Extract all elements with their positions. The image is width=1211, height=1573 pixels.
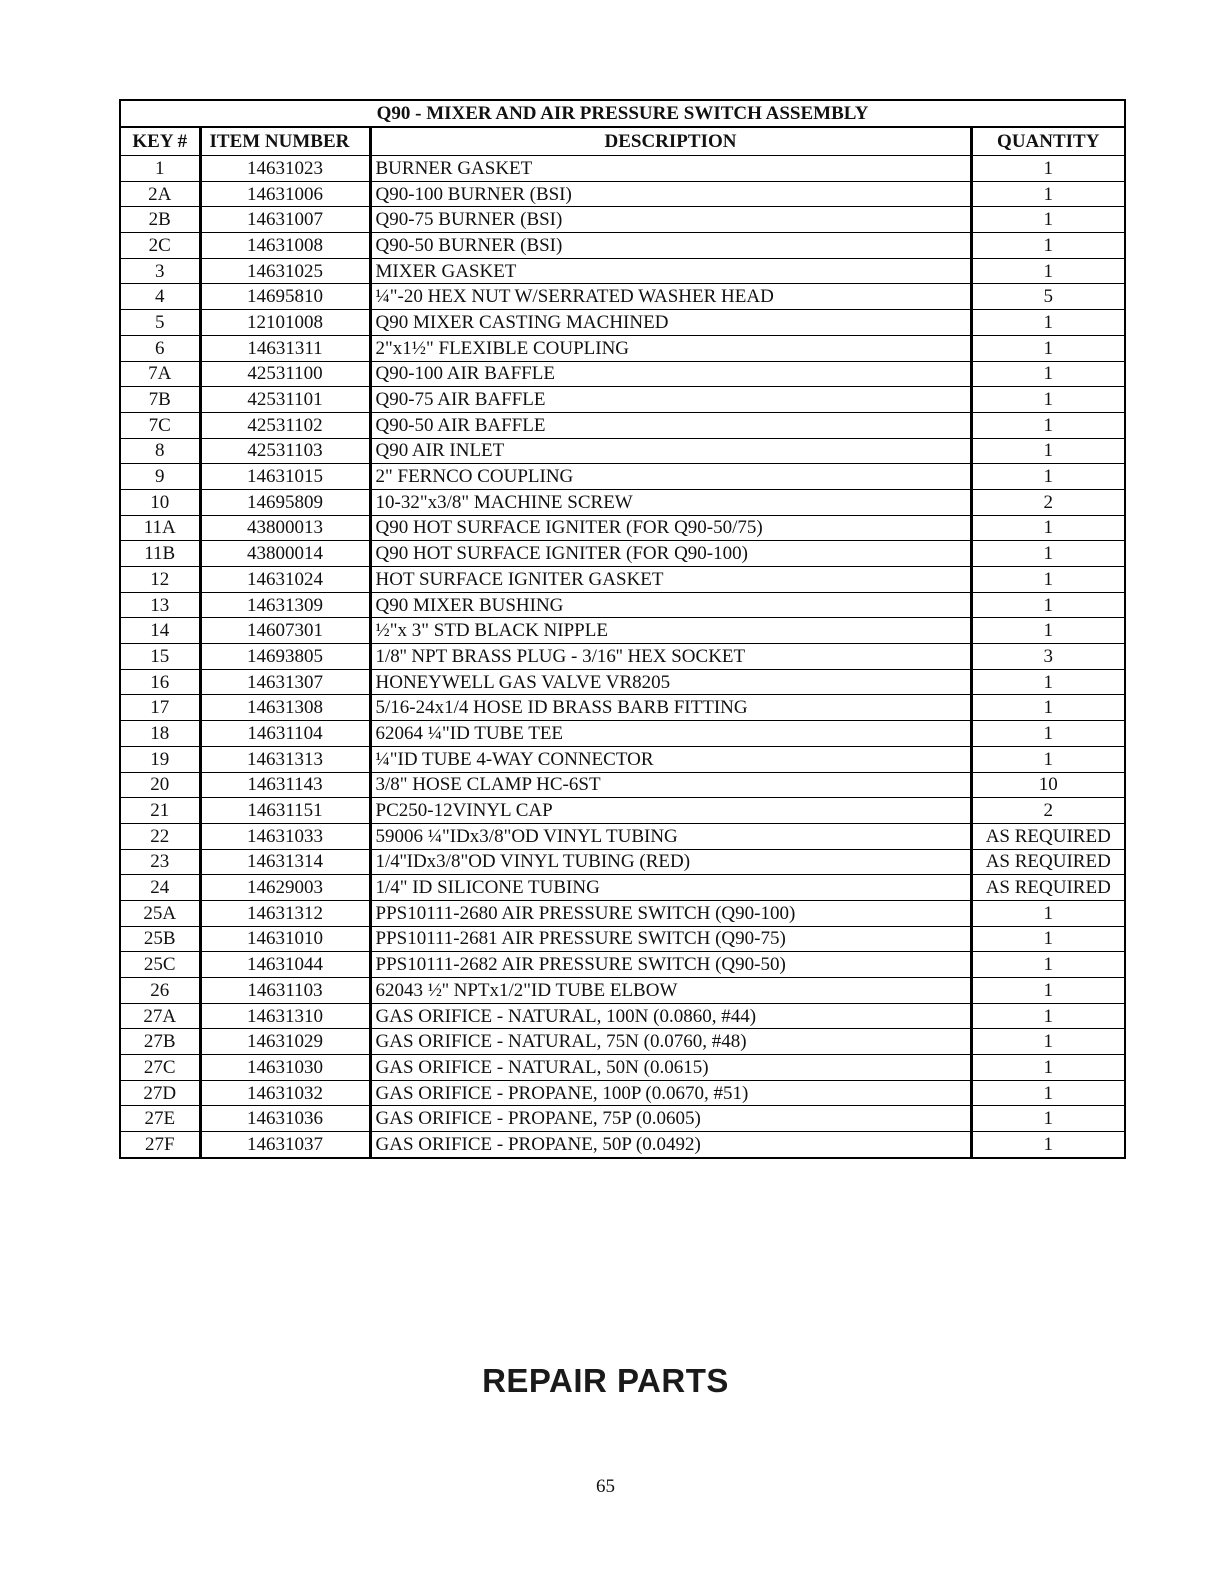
table-row xyxy=(120,1132,1125,1158)
cell-key: 6 xyxy=(120,335,200,361)
cell-key: 27A xyxy=(120,1003,200,1029)
cell-item-number: 14631006 xyxy=(200,181,370,207)
table-row xyxy=(120,1003,1125,1029)
cell-quantity: 1 xyxy=(971,515,1125,541)
cell-description: GAS ORIFICE - PROPANE, 100P (0.0670, #51) xyxy=(370,1080,971,1106)
cell-quantity: 1 xyxy=(971,669,1125,695)
cell-key: 24 xyxy=(120,875,200,901)
cell-key: 1 xyxy=(120,156,200,182)
table-row xyxy=(120,1055,1125,1081)
table-row xyxy=(120,900,1125,926)
cell-description: MIXER GASKET xyxy=(370,258,971,284)
table-row xyxy=(120,875,1125,901)
cell-description: Q90-50 BURNER (BSI) xyxy=(370,233,971,259)
cell-quantity: 1 xyxy=(971,233,1125,259)
cell-item-number: 14631037 xyxy=(200,1132,370,1158)
cell-item-number: 14631007 xyxy=(200,207,370,233)
cell-item-number: 14631024 xyxy=(200,567,370,593)
cell-description: GAS ORIFICE - NATURAL, 50N (0.0615) xyxy=(370,1055,971,1081)
cell-quantity: 1 xyxy=(971,181,1125,207)
table-row xyxy=(120,464,1125,490)
cell-quantity: 2 xyxy=(971,489,1125,515)
table-row xyxy=(120,335,1125,361)
cell-quantity: 1 xyxy=(971,412,1125,438)
cell-key: 11B xyxy=(120,541,200,567)
cell-item-number: 14631143 xyxy=(200,772,370,798)
table-row xyxy=(120,952,1125,978)
cell-item-number: 14695810 xyxy=(200,284,370,310)
cell-item-number: 43800014 xyxy=(200,541,370,567)
cell-key: 10 xyxy=(120,489,200,515)
table-row xyxy=(120,644,1125,670)
cell-description: 2"x1½" FLEXIBLE COUPLING xyxy=(370,335,971,361)
cell-description: GAS ORIFICE - NATURAL, 75N (0.0760, #48) xyxy=(370,1029,971,1055)
cell-quantity: 1 xyxy=(971,361,1125,387)
cell-description: Q90 AIR INLET xyxy=(370,438,971,464)
cell-quantity: 1 xyxy=(971,567,1125,593)
cell-key: 7C xyxy=(120,412,200,438)
table-title-row xyxy=(120,100,1125,127)
cell-description: Q90-50 AIR BAFFLE xyxy=(370,412,971,438)
cell-description: 1/8'' NPT BRASS PLUG - 3/16'' HEX SOCKET xyxy=(370,644,971,670)
parts-table xyxy=(119,99,1126,1159)
table-row xyxy=(120,772,1125,798)
cell-description: PPS10111-2681 AIR PRESSURE SWITCH (Q90-75) xyxy=(370,926,971,952)
cell-quantity: 1 xyxy=(971,746,1125,772)
table-row xyxy=(120,181,1125,207)
cell-quantity: AS REQUIRED xyxy=(971,875,1125,901)
cell-key: 20 xyxy=(120,772,200,798)
cell-description: 5/16-24x1/4 HOSE ID BRASS BARB FITTING xyxy=(370,695,971,721)
cell-key: 2B xyxy=(120,207,200,233)
cell-item-number: 14693805 xyxy=(200,644,370,670)
cell-item-number: 12101008 xyxy=(200,310,370,336)
cell-item-number: 14631025 xyxy=(200,258,370,284)
cell-quantity: 1 xyxy=(971,1003,1125,1029)
cell-description: Q90 HOT SURFACE IGNITER (FOR Q90-100) xyxy=(370,541,971,567)
table-row xyxy=(120,515,1125,541)
cell-key: 2C xyxy=(120,233,200,259)
table-row xyxy=(120,387,1125,413)
table-row xyxy=(120,669,1125,695)
cell-item-number: 14631312 xyxy=(200,900,370,926)
cell-description: Q90 HOT SURFACE IGNITER (FOR Q90-50/75) xyxy=(370,515,971,541)
parts-table-body xyxy=(120,156,1125,1158)
cell-key: 14 xyxy=(120,618,200,644)
cell-key: 27F xyxy=(120,1132,200,1158)
cell-quantity: 1 xyxy=(971,952,1125,978)
cell-item-number: 14631308 xyxy=(200,695,370,721)
cell-quantity: 1 xyxy=(971,926,1125,952)
cell-key: 15 xyxy=(120,644,200,670)
table-row xyxy=(120,412,1125,438)
table-row xyxy=(120,233,1125,259)
cell-item-number: 14631036 xyxy=(200,1106,370,1132)
cell-item-number: 14631103 xyxy=(200,978,370,1004)
cell-description: 59006 ¼"IDx3/8"OD VINYL TUBING xyxy=(370,823,971,849)
cell-description: 1/4''IDx3/8"OD VINYL TUBING (RED) xyxy=(370,849,971,875)
cell-description: GAS ORIFICE - PROPANE, 75P (0.0605) xyxy=(370,1106,971,1132)
table-row xyxy=(120,541,1125,567)
table-row xyxy=(120,310,1125,336)
cell-item-number: 14631314 xyxy=(200,849,370,875)
table-title: Q90 - MIXER AND AIR PRESSURE SWITCH ASSEMBLY xyxy=(120,100,1125,127)
table-row xyxy=(120,849,1125,875)
table-row xyxy=(120,695,1125,721)
cell-key: 25A xyxy=(120,900,200,926)
cell-key: 26 xyxy=(120,978,200,1004)
table-row xyxy=(120,567,1125,593)
table-row xyxy=(120,438,1125,464)
cell-quantity: 1 xyxy=(971,207,1125,233)
table-row xyxy=(120,1106,1125,1132)
table-row xyxy=(120,207,1125,233)
cell-item-number: 14631313 xyxy=(200,746,370,772)
cell-quantity: 1 xyxy=(971,1106,1125,1132)
cell-quantity: AS REQUIRED xyxy=(971,823,1125,849)
table-row xyxy=(120,926,1125,952)
table-row xyxy=(120,1080,1125,1106)
cell-description: PPS10111-2680 AIR PRESSURE SWITCH (Q90-100) xyxy=(370,900,971,926)
cell-key: 12 xyxy=(120,567,200,593)
cell-key: 25B xyxy=(120,926,200,952)
cell-key: 23 xyxy=(120,849,200,875)
cell-item-number: 14631010 xyxy=(200,926,370,952)
cell-item-number: 14607301 xyxy=(200,618,370,644)
table-row xyxy=(120,746,1125,772)
cell-description: Q90-100 BURNER (BSI) xyxy=(370,181,971,207)
cell-quantity: 1 xyxy=(971,1132,1125,1158)
cell-description: HOT SURFACE IGNITER GASKET xyxy=(370,567,971,593)
cell-quantity: 1 xyxy=(971,1055,1125,1081)
cell-quantity: 1 xyxy=(971,438,1125,464)
cell-key: 8 xyxy=(120,438,200,464)
cell-item-number: 42531103 xyxy=(200,438,370,464)
section-heading: REPAIR PARTS xyxy=(482,1362,729,1399)
cell-quantity: 1 xyxy=(971,721,1125,747)
cell-description: 62064 ¼"ID TUBE TEE xyxy=(370,721,971,747)
cell-item-number: 43800013 xyxy=(200,515,370,541)
cell-item-number: 14631311 xyxy=(200,335,370,361)
cell-quantity: 1 xyxy=(971,592,1125,618)
table-row xyxy=(120,592,1125,618)
header-description: DESCRIPTION xyxy=(370,127,971,156)
table-row xyxy=(120,489,1125,515)
cell-description: ½"x 3" STD BLACK NIPPLE xyxy=(370,618,971,644)
table-row xyxy=(120,798,1125,824)
table-row xyxy=(120,361,1125,387)
cell-quantity: 3 xyxy=(971,644,1125,670)
cell-quantity: 10 xyxy=(971,772,1125,798)
cell-item-number: 14631104 xyxy=(200,721,370,747)
cell-key: 13 xyxy=(120,592,200,618)
cell-key: 3 xyxy=(120,258,200,284)
cell-quantity: 5 xyxy=(971,284,1125,310)
cell-description: Q90-75 AIR BAFFLE xyxy=(370,387,971,413)
cell-item-number: 14631309 xyxy=(200,592,370,618)
cell-item-number: 14631015 xyxy=(200,464,370,490)
cell-quantity: 1 xyxy=(971,618,1125,644)
cell-description: BURNER GASKET xyxy=(370,156,971,182)
cell-item-number: 42531101 xyxy=(200,387,370,413)
table-row xyxy=(120,978,1125,1004)
cell-quantity: 1 xyxy=(971,541,1125,567)
cell-key: 27E xyxy=(120,1106,200,1132)
cell-key: 21 xyxy=(120,798,200,824)
cell-quantity: 1 xyxy=(971,310,1125,336)
cell-key: 11A xyxy=(120,515,200,541)
cell-quantity: 1 xyxy=(971,695,1125,721)
header-item-number: ITEM NUMBER xyxy=(200,127,370,156)
cell-quantity: 2 xyxy=(971,798,1125,824)
cell-quantity: 1 xyxy=(971,258,1125,284)
page-number: 65 xyxy=(596,1476,615,1497)
cell-description: 2" FERNCO COUPLING xyxy=(370,464,971,490)
cell-item-number: 14631307 xyxy=(200,669,370,695)
cell-item-number: 14631151 xyxy=(200,798,370,824)
table-row xyxy=(120,258,1125,284)
cell-item-number: 14695809 xyxy=(200,489,370,515)
cell-item-number: 14631023 xyxy=(200,156,370,182)
cell-description: ¼"ID TUBE 4-WAY CONNECTOR xyxy=(370,746,971,772)
header-key: KEY # xyxy=(120,127,200,156)
cell-description: ¼"-20 HEX NUT W/SERRATED WASHER HEAD xyxy=(370,284,971,310)
cell-item-number: 14631029 xyxy=(200,1029,370,1055)
cell-item-number: 14631044 xyxy=(200,952,370,978)
cell-key: 25C xyxy=(120,952,200,978)
cell-quantity: 1 xyxy=(971,900,1125,926)
table-row xyxy=(120,823,1125,849)
cell-description: GAS ORIFICE - NATURAL, 100N (0.0860, #44) xyxy=(370,1003,971,1029)
cell-key: 9 xyxy=(120,464,200,490)
cell-quantity: 1 xyxy=(971,1029,1125,1055)
cell-key: 7B xyxy=(120,387,200,413)
cell-description: Q90-75 BURNER (BSI) xyxy=(370,207,971,233)
table-row xyxy=(120,1029,1125,1055)
cell-item-number: 14631310 xyxy=(200,1003,370,1029)
cell-key: 17 xyxy=(120,695,200,721)
cell-description: PPS10111-2682 AIR PRESSURE SWITCH (Q90-50) xyxy=(370,952,971,978)
table-row xyxy=(120,721,1125,747)
cell-item-number: 42531100 xyxy=(200,361,370,387)
table-row xyxy=(120,284,1125,310)
cell-key: 27D xyxy=(120,1080,200,1106)
cell-quantity: 1 xyxy=(971,335,1125,361)
cell-item-number: 14631008 xyxy=(200,233,370,259)
cell-description: 62043 ½'' NPTx1/2"ID TUBE ELBOW xyxy=(370,978,971,1004)
cell-quantity: 1 xyxy=(971,1080,1125,1106)
cell-quantity: AS REQUIRED xyxy=(971,849,1125,875)
cell-description: Q90 MIXER BUSHING xyxy=(370,592,971,618)
cell-description: 10-32"x3/8" MACHINE SCREW xyxy=(370,489,971,515)
cell-description: PC250-12VINYL CAP xyxy=(370,798,971,824)
cell-description: Q90-100 AIR BAFFLE xyxy=(370,361,971,387)
cell-key: 27C xyxy=(120,1055,200,1081)
table-row xyxy=(120,618,1125,644)
cell-item-number: 14629003 xyxy=(200,875,370,901)
cell-description: Q90 MIXER CASTING MACHINED xyxy=(370,310,971,336)
cell-key: 16 xyxy=(120,669,200,695)
cell-quantity: 1 xyxy=(971,978,1125,1004)
cell-key: 22 xyxy=(120,823,200,849)
cell-key: 19 xyxy=(120,746,200,772)
header-quantity: QUANTITY xyxy=(971,127,1125,156)
cell-quantity: 1 xyxy=(971,387,1125,413)
cell-key: 4 xyxy=(120,284,200,310)
cell-key: 27B xyxy=(120,1029,200,1055)
cell-description: GAS ORIFICE - PROPANE, 50P (0.0492) xyxy=(370,1132,971,1158)
cell-item-number: 42531102 xyxy=(200,412,370,438)
cell-description: 1/4" ID SILICONE TUBING xyxy=(370,875,971,901)
cell-description: 3/8" HOSE CLAMP HC-6ST xyxy=(370,772,971,798)
cell-key: 5 xyxy=(120,310,200,336)
cell-key: 7A xyxy=(120,361,200,387)
table-row xyxy=(120,156,1125,182)
cell-quantity: 1 xyxy=(971,464,1125,490)
cell-item-number: 14631033 xyxy=(200,823,370,849)
table-header-row xyxy=(120,127,1125,156)
cell-item-number: 14631032 xyxy=(200,1080,370,1106)
cell-key: 2A xyxy=(120,181,200,207)
cell-item-number: 14631030 xyxy=(200,1055,370,1081)
cell-description: HONEYWELL GAS VALVE VR8205 xyxy=(370,669,971,695)
cell-key: 18 xyxy=(120,721,200,747)
cell-quantity: 1 xyxy=(971,156,1125,182)
